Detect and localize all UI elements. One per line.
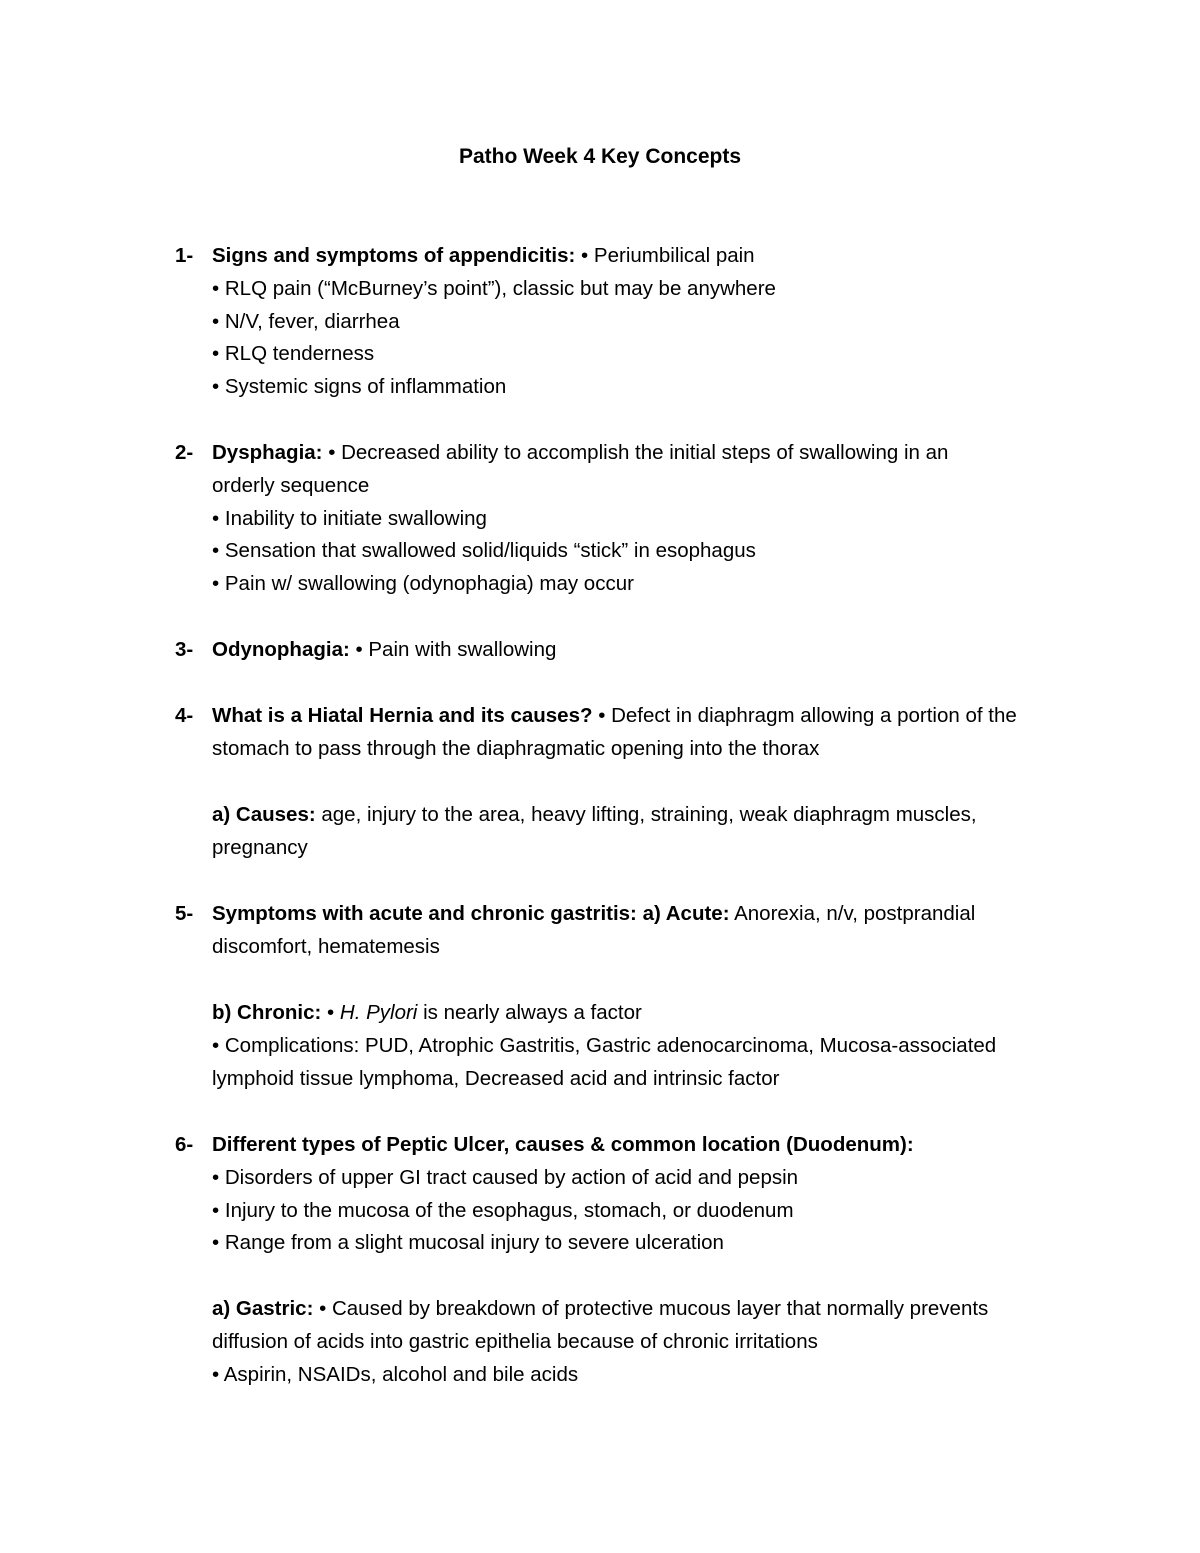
item-number: 6- bbox=[175, 1133, 194, 1156]
item-line: • Injury to the mucosa of the esophagus, stomach, or duodenum bbox=[212, 1199, 794, 1222]
document-title: Patho Week 4 Key Concepts bbox=[458, 145, 742, 168]
item-sub-first-line bbox=[212, 998, 642, 1028]
item-line: • Pain w/ swallowing (odynophagia) may occur bbox=[212, 572, 634, 595]
item-line: orderly sequence bbox=[212, 474, 370, 497]
item-inline-sub-heading: a) Acute: bbox=[636, 902, 730, 925]
item-number: 1- bbox=[175, 244, 194, 267]
item-sub-first-line bbox=[212, 1294, 988, 1324]
item-number: 5- bbox=[175, 902, 194, 925]
item-heading: Signs and symptoms of appendicitis: bbox=[212, 244, 576, 267]
item-sub-heading: b) Chronic: bbox=[212, 1001, 322, 1024]
item-first-line bbox=[212, 635, 556, 665]
item-sub-text: • Caused by breakdown of protective mucous layer that normally prevents bbox=[313, 1297, 989, 1320]
item-heading: Odynophagia: bbox=[212, 638, 350, 661]
item-line: stomach to pass through the diaphragmatic opening into the thorax bbox=[212, 737, 820, 760]
item-line: • RLQ tenderness bbox=[212, 342, 375, 365]
item-number: 3- bbox=[175, 638, 194, 661]
item-sub-heading: a) Gastric: bbox=[212, 1297, 314, 1320]
item-sub-line: diffusion of acids into gastric epithelia because of chronic irritations bbox=[212, 1330, 818, 1353]
item-heading: Different types of Peptic Ulcer, causes & common location (Duodenum): bbox=[212, 1133, 914, 1156]
item-sub-line: pregnancy bbox=[212, 836, 308, 859]
item-text: Anorexia, n/v, postprandial bbox=[729, 902, 976, 925]
item-heading: Symptoms with acute and chronic gastritis: bbox=[212, 902, 637, 925]
item-sub-bullet: • bbox=[321, 1001, 340, 1024]
item-sub-heading: a) Causes: bbox=[212, 803, 316, 826]
item-line: • Disorders of upper GI tract caused by action of acid and pepsin bbox=[212, 1166, 799, 1189]
item-sub-italic: H. Pylori bbox=[339, 1001, 418, 1024]
item-text: • Decreased ability to accomplish the initial steps of swallowing in an bbox=[322, 441, 949, 464]
item-first-line bbox=[212, 438, 948, 468]
item-sub-line: lymphoid tissue lymphoma, Decreased acid and intrinsic factor bbox=[212, 1067, 780, 1090]
item-text: • Periumbilical pain bbox=[575, 244, 755, 267]
item-first-line bbox=[212, 899, 975, 929]
item-first-line bbox=[212, 241, 755, 271]
item-sub-line: • Complications: PUD, Atrophic Gastritis, Gastric adenocarcinoma, Mucosa-associated bbox=[212, 1034, 997, 1057]
item-sub-text: is nearly always a factor bbox=[417, 1001, 642, 1024]
item-sub-first-line bbox=[212, 800, 977, 830]
item-text: • Defect in diaphragm allowing a portion of the bbox=[592, 704, 1017, 727]
item-line: • RLQ pain (“McBurney’s point”), classic but may be anywhere bbox=[212, 277, 776, 300]
item-number: 2- bbox=[175, 441, 194, 464]
item-line: • Inability to initiate swallowing bbox=[212, 507, 487, 530]
item-sub-text: age, injury to the area, heavy lifting, straining, weak diaphragm muscles, bbox=[315, 803, 977, 826]
item-heading: What is a Hiatal Hernia and its causes? bbox=[212, 704, 593, 727]
item-heading: Dysphagia: bbox=[212, 441, 323, 464]
item-line: • N/V, fever, diarrhea bbox=[212, 310, 400, 333]
item-number: 4- bbox=[175, 704, 194, 727]
item-text: • Pain with swallowing bbox=[349, 638, 557, 661]
item-line: • Range from a slight mucosal injury to severe ulceration bbox=[212, 1231, 724, 1254]
item-first-line bbox=[212, 701, 1017, 731]
item-line: • Systemic signs of inflammation bbox=[212, 375, 507, 398]
item-line: discomfort, hematemesis bbox=[212, 935, 440, 958]
item-line: • Sensation that swallowed solid/liquids “stick” in esophagus bbox=[212, 539, 756, 562]
item-sub-line: • Aspirin, NSAIDs, alcohol and bile acids bbox=[212, 1363, 579, 1386]
item-first-line bbox=[212, 1130, 914, 1160]
